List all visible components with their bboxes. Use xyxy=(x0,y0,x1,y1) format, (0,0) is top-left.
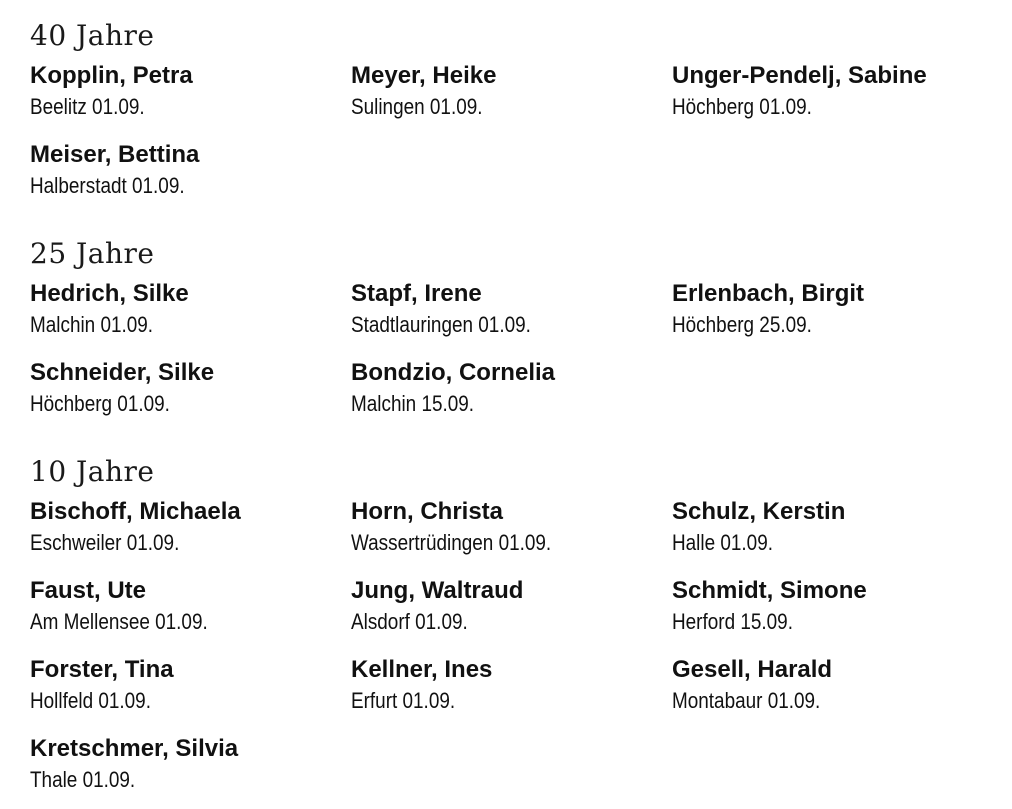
person-name: Jung, Waltraud xyxy=(351,577,524,604)
list-item xyxy=(672,54,993,133)
place-date: Halberstadt 01.09. xyxy=(30,173,185,198)
list-item xyxy=(672,648,993,727)
list-item xyxy=(672,490,993,569)
place-date: Höchberg 25.09. xyxy=(672,312,812,337)
list-item xyxy=(351,351,672,430)
person-name: Bischoff, Michaela xyxy=(30,498,241,525)
place-date: Erfurt 01.09. xyxy=(351,688,456,713)
place-date: Höchberg 01.09. xyxy=(30,391,170,416)
person-name: Hedrich, Silke xyxy=(30,280,189,307)
list-item xyxy=(351,272,672,351)
person-name: Bondzio, Cornelia xyxy=(351,359,555,386)
list-item xyxy=(30,727,351,806)
person-name: Kretschmer, Silvia xyxy=(30,735,239,762)
place-date: Eschweiler 01.09. xyxy=(30,530,180,555)
person-name: Meiser, Bettina xyxy=(30,141,200,168)
person-name: Faust, Ute xyxy=(30,577,147,604)
section-title: 25 Jahre xyxy=(30,237,155,270)
list-item xyxy=(351,490,672,569)
section-40-years xyxy=(30,6,1000,212)
place-date: Malchin 01.09. xyxy=(30,312,154,337)
person-name: Erlenbach, Birgit xyxy=(672,280,865,307)
person-name: Forster, Tina xyxy=(30,656,174,683)
person-name: Kopplin, Petra xyxy=(30,62,193,89)
list-item xyxy=(30,490,351,569)
place-date: Stadtlauringen 01.09. xyxy=(351,312,531,337)
place-date: Sulingen 01.09. xyxy=(351,94,483,119)
list-item xyxy=(351,648,672,727)
list-item xyxy=(30,133,351,212)
place-date: Alsdorf 01.09. xyxy=(351,609,468,634)
place-date: Herford 15.09. xyxy=(672,609,793,634)
person-name: Unger-Pendelj, Sabine xyxy=(672,62,927,89)
person-name: Kellner, Ines xyxy=(351,656,493,683)
person-name: Meyer, Heike xyxy=(351,62,497,89)
place-date: Malchin 15.09. xyxy=(351,391,475,416)
place-date: Thale 01.09. xyxy=(30,767,136,792)
place-date: Montabaur 01.09. xyxy=(672,688,821,713)
place-date: Wassertrüdingen 01.09. xyxy=(351,530,552,555)
place-date: Höchberg 01.09. xyxy=(672,94,812,119)
person-name: Schulz, Kerstin xyxy=(672,498,846,525)
entry-grid xyxy=(30,272,1000,430)
place-date: Am Mellensee 01.09. xyxy=(30,609,208,634)
list-item xyxy=(30,351,351,430)
list-item xyxy=(30,648,351,727)
list-item xyxy=(672,569,993,648)
place-date: Halle 01.09. xyxy=(672,530,773,555)
list-item xyxy=(351,54,672,133)
section-title: 10 Jahre xyxy=(30,455,155,488)
list-item xyxy=(30,54,351,133)
list-item xyxy=(672,272,993,351)
person-name: Horn, Christa xyxy=(351,498,504,525)
place-date: Hollfeld 01.09. xyxy=(30,688,151,713)
entry-grid xyxy=(30,54,1000,212)
section-25-years xyxy=(30,224,1000,430)
person-name: Schmidt, Simone xyxy=(672,577,867,604)
person-name: Schneider, Silke xyxy=(30,359,215,386)
list-item xyxy=(30,569,351,648)
section-10-years xyxy=(30,442,1000,806)
person-name: Stapf, Irene xyxy=(351,280,482,307)
section-title: 40 Jahre xyxy=(30,19,155,52)
place-date: Beelitz 01.09. xyxy=(30,94,145,119)
person-name: Gesell, Harald xyxy=(672,656,833,683)
entry-grid xyxy=(30,490,1000,806)
list-item xyxy=(30,272,351,351)
list-item xyxy=(351,569,672,648)
